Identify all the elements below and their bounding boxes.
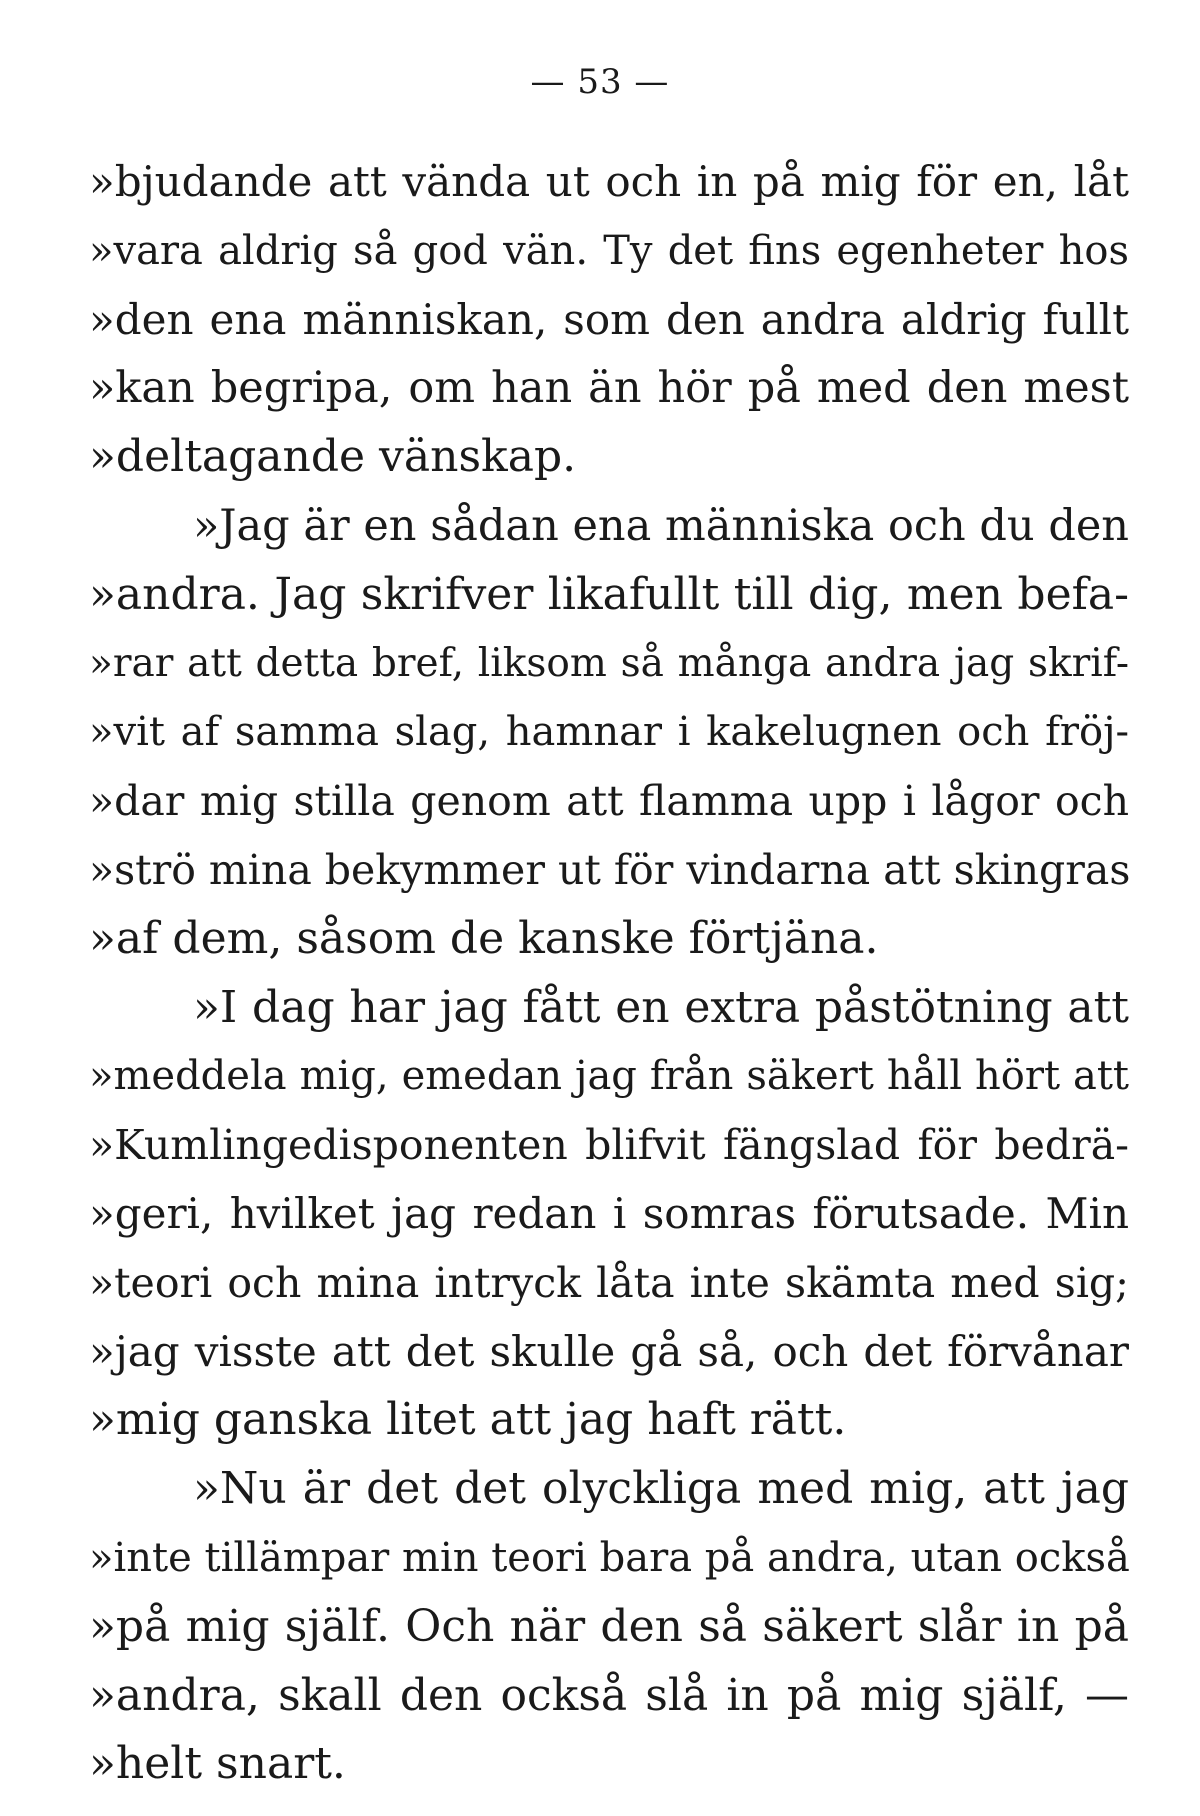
text-line: »bjudande att vända ut och in på mig för en, låt bbox=[89, 157, 1129, 206]
text-line: »inte tillämpar min teori bara på andra, utan också bbox=[89, 1534, 1130, 1581]
text-line: »rar att detta bref, liksom så många andra jag skrif- bbox=[89, 640, 1129, 686]
text-line: »helt snart. bbox=[89, 1738, 346, 1790]
text-line: »andra, skall den också slå in på mig själf, — bbox=[89, 1669, 1129, 1721]
page-number: — 53 — bbox=[530, 62, 670, 102]
text-line: »strö mina bekymmer ut för vindarna att skingras bbox=[89, 845, 1131, 894]
paragraph-start-line: »I dag har jag fått en extra påstötning att bbox=[193, 981, 1129, 1033]
text-line: »på mig själf. Och när den så säkert slår in på bbox=[89, 1600, 1129, 1652]
paragraph-start-line: »Jag är en sådan ena människa och du den bbox=[193, 500, 1129, 551]
text-line: »deltagande vänskap. bbox=[89, 431, 577, 483]
text-line: »teori och mina intryck låta inte skämta med sig; bbox=[89, 1258, 1129, 1307]
text-line: »den ena människan, som den andra aldrig fullt bbox=[89, 294, 1129, 344]
text-line: »dar mig stilla genom att flamma upp i lågor och bbox=[89, 777, 1129, 826]
text-line: »vara aldrig så god vän. Ty det fins egenheter hos bbox=[89, 227, 1129, 274]
text-line: »geri, hvilket jag redan i somras förutsade. Min bbox=[89, 1188, 1129, 1238]
text-line: »af dem, såsom de kanske förtjäna. bbox=[89, 912, 879, 964]
text-line: »jag visste att det skulle gå så, och det förvånar bbox=[89, 1326, 1129, 1376]
body-text bbox=[89, 148, 1129, 1799]
text-line: »kan begripa, om han än hör på med den mest bbox=[89, 363, 1129, 414]
text-line: »andra. Jag skrifver likafullt till dig, men befa- bbox=[89, 568, 1129, 620]
text-line: »vit af samma slag, hamnar i kakelugnen och fröj- bbox=[89, 709, 1129, 756]
text-line: »meddela mig, emedan jag från säkert håll hört att bbox=[89, 1053, 1129, 1100]
text-line: »mig ganska litet att jag haft rätt. bbox=[89, 1394, 847, 1446]
text-line: »Kumlingedisponenten blifvit fängslad för bedrä- bbox=[89, 1121, 1129, 1170]
paragraph-start-line: »Nu är det det olyckliga med mig, att jag bbox=[193, 1463, 1129, 1515]
